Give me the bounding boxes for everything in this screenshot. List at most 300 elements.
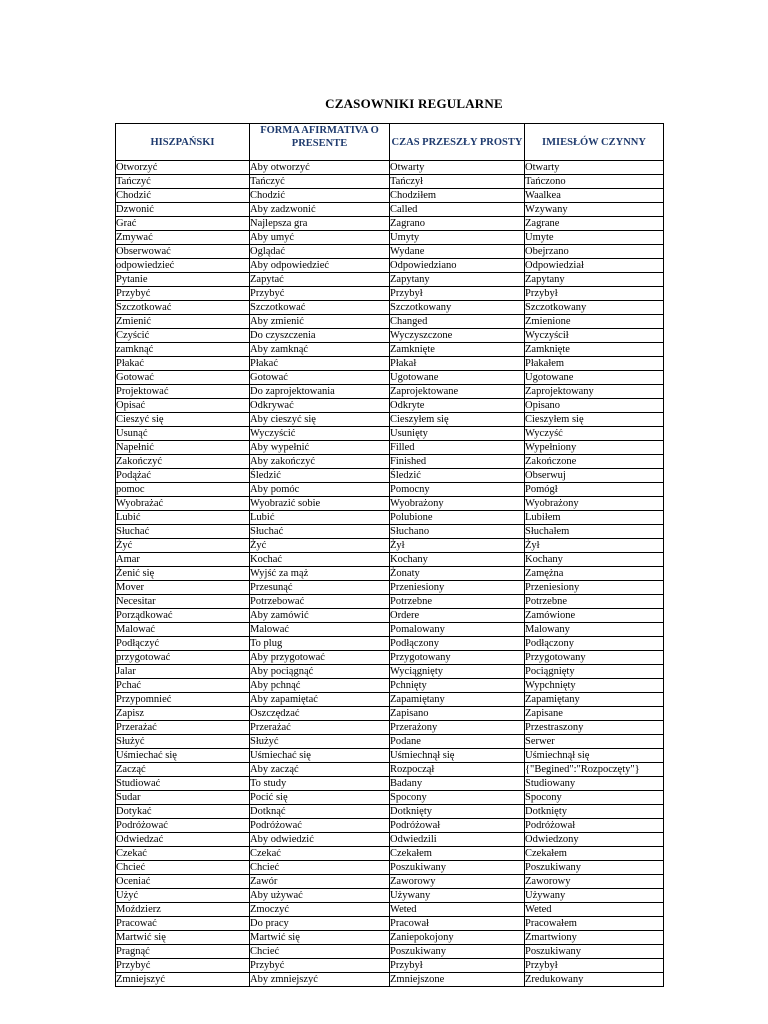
cell-past-simple: Poszukiwany <box>390 861 525 875</box>
cell-spanish: Czekać <box>116 847 250 861</box>
column-header-affirmative: FORMA AFIRMATIVA O PRESENTE <box>250 124 390 161</box>
cell-past-simple: Polubione <box>390 511 525 525</box>
cell-affirmative: Czekać <box>250 847 390 861</box>
cell-past-simple: Przerażony <box>390 721 525 735</box>
cell-spanish: Lubić <box>116 511 250 525</box>
table-row <box>116 175 664 189</box>
cell-spanish: Podróżować <box>116 819 250 833</box>
cell-past-simple: Changed <box>390 315 525 329</box>
cell-past-simple: Wyobrażony <box>390 497 525 511</box>
table-row <box>116 329 664 343</box>
cell-affirmative: Aby odwiedzić <box>250 833 390 847</box>
cell-past-simple: Wydane <box>390 245 525 259</box>
cell-affirmative: To plug <box>250 637 390 651</box>
cell-past-simple: Odkryte <box>390 399 525 413</box>
cell-past-simple: Otwarty <box>390 161 525 175</box>
cell-affirmative: Zapytać <box>250 273 390 287</box>
cell-participle: Zamężna <box>525 567 664 581</box>
cell-spanish: Jalar <box>116 665 250 679</box>
table-row <box>116 399 664 413</box>
cell-participle: Wypełniony <box>525 441 664 455</box>
table-row <box>116 707 664 721</box>
cell-participle: Waalkea <box>525 189 664 203</box>
cell-spanish: Dzwonić <box>116 203 250 217</box>
cell-past-simple: Rozpoczął <box>390 763 525 777</box>
cell-affirmative: Aby otworzyć <box>250 161 390 175</box>
cell-affirmative: Aby pociągnąć <box>250 665 390 679</box>
table-row <box>116 273 664 287</box>
cell-past-simple: Płakał <box>390 357 525 371</box>
cell-participle: Zmienione <box>525 315 664 329</box>
cell-participle: Zredukowany <box>525 973 664 987</box>
cell-affirmative: Aby zmienić <box>250 315 390 329</box>
cell-participle: Lubiłem <box>525 511 664 525</box>
cell-affirmative: Aby odpowiedzieć <box>250 259 390 273</box>
cell-participle: Zmartwiony <box>525 931 664 945</box>
table-row <box>116 763 664 777</box>
table-row <box>116 665 664 679</box>
table-row <box>116 749 664 763</box>
table-row <box>116 623 664 637</box>
cell-past-simple: Przybył <box>390 959 525 973</box>
cell-spanish: Podłączyć <box>116 637 250 651</box>
table-header-row <box>116 124 664 161</box>
cell-past-simple: Pracował <box>390 917 525 931</box>
cell-affirmative: Potrzebować <box>250 595 390 609</box>
cell-past-simple: Odwiedzili <box>390 833 525 847</box>
cell-affirmative: Wyobrazić sobie <box>250 497 390 511</box>
cell-past-simple: Called <box>390 203 525 217</box>
cell-participle: Spocony <box>525 791 664 805</box>
cell-affirmative: Aby używać <box>250 889 390 903</box>
cell-participle: Wyczyść <box>525 427 664 441</box>
cell-spanish: Usunąć <box>116 427 250 441</box>
cell-affirmative: Do zaprojektowania <box>250 385 390 399</box>
cell-affirmative: Aby pchnąć <box>250 679 390 693</box>
cell-participle: Kochany <box>525 553 664 567</box>
table-row <box>116 539 664 553</box>
table-row <box>116 721 664 735</box>
cell-spanish: Żenić się <box>116 567 250 581</box>
cell-affirmative: Gotować <box>250 371 390 385</box>
cell-past-simple: Umyty <box>390 231 525 245</box>
table-row <box>116 189 664 203</box>
cell-spanish: Moździerz <box>116 903 250 917</box>
cell-participle: Płakałem <box>525 357 664 371</box>
cell-past-simple: Słuchano <box>390 525 525 539</box>
cell-affirmative: Słuchać <box>250 525 390 539</box>
cell-affirmative: Chcieć <box>250 861 390 875</box>
table-row <box>116 413 664 427</box>
cell-affirmative: To study <box>250 777 390 791</box>
cell-participle: Obserwuj <box>525 469 664 483</box>
cell-past-simple: Ordere <box>390 609 525 623</box>
cell-affirmative: Najlepsza gra <box>250 217 390 231</box>
table-row <box>116 791 664 805</box>
table-row <box>116 343 664 357</box>
cell-affirmative: Szczotkować <box>250 301 390 315</box>
cell-participle: Przybył <box>525 959 664 973</box>
table-row <box>116 693 664 707</box>
cell-spanish: Porządkować <box>116 609 250 623</box>
table-row <box>116 427 664 441</box>
cell-spanish: Otworzyć <box>116 161 250 175</box>
table-row <box>116 357 664 371</box>
cell-affirmative: Podróżować <box>250 819 390 833</box>
table-row <box>116 231 664 245</box>
cell-participle: Obejrzano <box>525 245 664 259</box>
cell-affirmative: Pocić się <box>250 791 390 805</box>
table-row <box>116 819 664 833</box>
cell-spanish: Zapisz <box>116 707 250 721</box>
cell-past-simple: Zaniepokojony <box>390 931 525 945</box>
table-row <box>116 217 664 231</box>
cell-spanish: Przerażać <box>116 721 250 735</box>
cell-participle: {"Begined":"Rozpoczęty"} <box>525 763 664 777</box>
table-row <box>116 847 664 861</box>
cell-participle: Pracowałem <box>525 917 664 931</box>
table-row <box>116 875 664 889</box>
cell-affirmative: Płakać <box>250 357 390 371</box>
cell-affirmative: Przesunąć <box>250 581 390 595</box>
cell-past-simple: Zaworowy <box>390 875 525 889</box>
cell-past-simple: Tańczył <box>390 175 525 189</box>
cell-affirmative: Aby zamknąć <box>250 343 390 357</box>
table-row <box>116 595 664 609</box>
cell-past-simple: Zaprojektowane <box>390 385 525 399</box>
cell-past-simple: Spocony <box>390 791 525 805</box>
cell-spanish: Oceniać <box>116 875 250 889</box>
cell-spanish: Amar <box>116 553 250 567</box>
table-row <box>116 735 664 749</box>
cell-spanish: Szczotkować <box>116 301 250 315</box>
cell-spanish: Obserwować <box>116 245 250 259</box>
cell-past-simple: Weted <box>390 903 525 917</box>
table-row <box>116 777 664 791</box>
table-row <box>116 903 664 917</box>
cell-participle: Przeniesiony <box>525 581 664 595</box>
cell-spanish: Pytanie <box>116 273 250 287</box>
cell-past-simple: Usunięty <box>390 427 525 441</box>
cell-participle: Odwiedzony <box>525 833 664 847</box>
table-row <box>116 637 664 651</box>
cell-spanish: Dotykać <box>116 805 250 819</box>
cell-participle: Odpowiedział <box>525 259 664 273</box>
cell-spanish: Chcieć <box>116 861 250 875</box>
cell-spanish: Zacząć <box>116 763 250 777</box>
cell-affirmative: Oglądać <box>250 245 390 259</box>
cell-spanish: pomoc <box>116 483 250 497</box>
column-header-past-simple: CZAS PRZESZŁY PROSTY <box>390 124 525 161</box>
cell-participle: Przybył <box>525 287 664 301</box>
table-row <box>116 917 664 931</box>
cell-spanish: Grać <box>116 217 250 231</box>
cell-past-simple: Poszukiwany <box>390 945 525 959</box>
table-row <box>116 889 664 903</box>
table-row <box>116 497 664 511</box>
table-row <box>116 973 664 987</box>
cell-spanish: Odwiedzać <box>116 833 250 847</box>
table-row <box>116 945 664 959</box>
cell-spanish: Zmywać <box>116 231 250 245</box>
cell-past-simple: Finished <box>390 455 525 469</box>
cell-spanish: Necesitar <box>116 595 250 609</box>
cell-past-simple: Zamknięte <box>390 343 525 357</box>
cell-participle: Pomógł <box>525 483 664 497</box>
cell-spanish: Projektować <box>116 385 250 399</box>
table-row <box>116 805 664 819</box>
cell-past-simple: Filled <box>390 441 525 455</box>
cell-spanish: Napełnić <box>116 441 250 455</box>
cell-affirmative: Do czyszczenia <box>250 329 390 343</box>
cell-affirmative: Wyjść za mąż <box>250 567 390 581</box>
cell-spanish: Cieszyć się <box>116 413 250 427</box>
cell-spanish: Służyć <box>116 735 250 749</box>
verb-table <box>115 123 664 987</box>
cell-spanish: Uśmiechać się <box>116 749 250 763</box>
cell-past-simple: Dotknięty <box>390 805 525 819</box>
cell-affirmative: Oszczędzać <box>250 707 390 721</box>
cell-spanish: Mover <box>116 581 250 595</box>
cell-affirmative: Chodzić <box>250 189 390 203</box>
cell-spanish: Pragnąć <box>116 945 250 959</box>
cell-past-simple: Podróżował <box>390 819 525 833</box>
cell-spanish: Wyobrażać <box>116 497 250 511</box>
cell-past-simple: Potrzebne <box>390 595 525 609</box>
cell-affirmative: Kochać <box>250 553 390 567</box>
cell-participle: Wypchnięty <box>525 679 664 693</box>
cell-participle: Wyczyścił <box>525 329 664 343</box>
cell-past-simple: Ugotowane <box>390 371 525 385</box>
cell-past-simple: Wyciągnięty <box>390 665 525 679</box>
cell-past-simple: Przygotowany <box>390 651 525 665</box>
cell-affirmative: Przybyć <box>250 959 390 973</box>
cell-past-simple: Zapamiętany <box>390 693 525 707</box>
table-row <box>116 679 664 693</box>
cell-affirmative: Aby cieszyć się <box>250 413 390 427</box>
cell-spanish: Przybyć <box>116 959 250 973</box>
table-row <box>116 441 664 455</box>
cell-spanish: Sudar <box>116 791 250 805</box>
cell-participle: Serwer <box>525 735 664 749</box>
cell-participle: Zagrane <box>525 217 664 231</box>
cell-past-simple: Zapytany <box>390 273 525 287</box>
cell-spanish: Tańczyć <box>116 175 250 189</box>
table-row <box>116 455 664 469</box>
cell-past-simple: Wyczyszczone <box>390 329 525 343</box>
cell-participle: Cieszyłem się <box>525 413 664 427</box>
cell-participle: Słuchałem <box>525 525 664 539</box>
cell-participle: Poszukiwany <box>525 945 664 959</box>
table-row <box>116 385 664 399</box>
cell-spanish: Słuchać <box>116 525 250 539</box>
table-row <box>116 609 664 623</box>
cell-affirmative: Lubić <box>250 511 390 525</box>
cell-past-simple: Badany <box>390 777 525 791</box>
cell-participle: Zakończone <box>525 455 664 469</box>
cell-affirmative: Przerażać <box>250 721 390 735</box>
cell-affirmative: Malować <box>250 623 390 637</box>
table-row <box>116 161 664 175</box>
cell-participle: Ugotowane <box>525 371 664 385</box>
cell-past-simple: Kochany <box>390 553 525 567</box>
table-row <box>116 203 664 217</box>
table-row <box>116 315 664 329</box>
table-row <box>116 861 664 875</box>
cell-affirmative: Aby wypełnić <box>250 441 390 455</box>
cell-spanish: Użyć <box>116 889 250 903</box>
cell-participle: Poszukiwany <box>525 861 664 875</box>
cell-past-simple: Używany <box>390 889 525 903</box>
cell-participle: Czekałem <box>525 847 664 861</box>
cell-affirmative: Aby umyć <box>250 231 390 245</box>
cell-participle: Tańczono <box>525 175 664 189</box>
cell-past-simple: Śledzić <box>390 469 525 483</box>
table-row <box>116 287 664 301</box>
cell-participle: Używany <box>525 889 664 903</box>
table-row <box>116 553 664 567</box>
cell-past-simple: Podane <box>390 735 525 749</box>
cell-past-simple: Pomocny <box>390 483 525 497</box>
page-title: CZASOWNIKI REGULARNE <box>325 96 503 111</box>
cell-participle: Umyte <box>525 231 664 245</box>
cell-spanish: Pracować <box>116 917 250 931</box>
cell-past-simple: Przeniesiony <box>390 581 525 595</box>
column-header-participle: IMIESŁÓW CZYNNY <box>525 124 664 161</box>
cell-past-simple: Żył <box>390 539 525 553</box>
table-row <box>116 525 664 539</box>
cell-spanish: zamknąć <box>116 343 250 357</box>
cell-participle: Zamówione <box>525 609 664 623</box>
cell-spanish: Studiować <box>116 777 250 791</box>
cell-participle: Zapisane <box>525 707 664 721</box>
cell-participle: Zapytany <box>525 273 664 287</box>
cell-past-simple: Odpowiedziano <box>390 259 525 273</box>
cell-past-simple: Przybył <box>390 287 525 301</box>
cell-spanish: Martwić się <box>116 931 250 945</box>
cell-past-simple: Zapisano <box>390 707 525 721</box>
cell-participle: Uśmiechnął się <box>525 749 664 763</box>
cell-affirmative: Zmoczyć <box>250 903 390 917</box>
cell-spanish: Podążać <box>116 469 250 483</box>
table-row <box>116 469 664 483</box>
cell-spanish: Gotować <box>116 371 250 385</box>
table-row <box>116 651 664 665</box>
cell-participle: Otwarty <box>525 161 664 175</box>
table-row <box>116 259 664 273</box>
cell-past-simple: Cieszyłem się <box>390 413 525 427</box>
cell-affirmative: Do pracy <box>250 917 390 931</box>
cell-spanish: Opisać <box>116 399 250 413</box>
table-row <box>116 511 664 525</box>
table-row <box>116 959 664 973</box>
cell-affirmative: Aby zacząć <box>250 763 390 777</box>
table-row <box>116 245 664 259</box>
cell-participle: Zaworowy <box>525 875 664 889</box>
cell-affirmative: Aby zakończyć <box>250 455 390 469</box>
cell-participle: Zaprojektowany <box>525 385 664 399</box>
table-row <box>116 931 664 945</box>
cell-past-simple: Szczotkowany <box>390 301 525 315</box>
cell-affirmative: Odkrywać <box>250 399 390 413</box>
cell-participle: Podłączony <box>525 637 664 651</box>
table-row <box>116 483 664 497</box>
cell-participle: Przygotowany <box>525 651 664 665</box>
cell-spanish: Przybyć <box>116 287 250 301</box>
cell-participle: Przestraszony <box>525 721 664 735</box>
cell-past-simple: Podłączony <box>390 637 525 651</box>
cell-affirmative: Aby zadzwonić <box>250 203 390 217</box>
cell-affirmative: Przybyć <box>250 287 390 301</box>
cell-past-simple: Pomalowany <box>390 623 525 637</box>
cell-affirmative: Chcieć <box>250 945 390 959</box>
cell-past-simple: Żonaty <box>390 567 525 581</box>
cell-spanish: przygotować <box>116 651 250 665</box>
cell-spanish: Płakać <box>116 357 250 371</box>
cell-affirmative: Aby zapamiętać <box>250 693 390 707</box>
table-row <box>116 301 664 315</box>
cell-past-simple: Uśmiechnął się <box>390 749 525 763</box>
cell-participle: Wzywany <box>525 203 664 217</box>
cell-participle: Szczotkowany <box>525 301 664 315</box>
cell-participle: Żył <box>525 539 664 553</box>
cell-participle: Zapamiętany <box>525 693 664 707</box>
cell-spanish: Pchać <box>116 679 250 693</box>
cell-participle: Dotknięty <box>525 805 664 819</box>
cell-spanish: Zakończyć <box>116 455 250 469</box>
cell-past-simple: Czekałem <box>390 847 525 861</box>
cell-affirmative: Tańczyć <box>250 175 390 189</box>
cell-participle: Studiowany <box>525 777 664 791</box>
cell-affirmative: Aby zamówić <box>250 609 390 623</box>
cell-spanish: Zmienić <box>116 315 250 329</box>
cell-affirmative: Aby pomóc <box>250 483 390 497</box>
cell-affirmative: Wyczyścić <box>250 427 390 441</box>
cell-affirmative: Uśmiechać się <box>250 749 390 763</box>
verb-table-body <box>116 161 664 987</box>
cell-spanish: odpowiedzieć <box>116 259 250 273</box>
table-row <box>116 567 664 581</box>
cell-participle: Opisano <box>525 399 664 413</box>
cell-past-simple: Chodziłem <box>390 189 525 203</box>
cell-participle: Pociągnięty <box>525 665 664 679</box>
cell-past-simple: Pchnięty <box>390 679 525 693</box>
cell-affirmative: Aby zmniejszyć <box>250 973 390 987</box>
table-row <box>116 833 664 847</box>
cell-participle: Wyobrażony <box>525 497 664 511</box>
cell-affirmative: Aby przygotować <box>250 651 390 665</box>
cell-spanish: Chodzić <box>116 189 250 203</box>
cell-spanish: Przypomnieć <box>116 693 250 707</box>
cell-spanish: Malować <box>116 623 250 637</box>
cell-affirmative: Służyć <box>250 735 390 749</box>
table-row <box>116 371 664 385</box>
cell-affirmative: Zawór <box>250 875 390 889</box>
cell-spanish: Czyścić <box>116 329 250 343</box>
cell-past-simple: Zagrano <box>390 217 525 231</box>
cell-participle: Malowany <box>525 623 664 637</box>
cell-spanish: Żyć <box>116 539 250 553</box>
cell-affirmative: Żyć <box>250 539 390 553</box>
cell-past-simple: Zmniejszone <box>390 973 525 987</box>
cell-spanish: Zmniejszyć <box>116 973 250 987</box>
column-header-spanish: HISZPAŃSKI <box>116 124 250 161</box>
cell-participle: Weted <box>525 903 664 917</box>
cell-participle: Potrzebne <box>525 595 664 609</box>
cell-participle: Zamknięte <box>525 343 664 357</box>
cell-affirmative: Martwić się <box>250 931 390 945</box>
cell-affirmative: Śledzić <box>250 469 390 483</box>
